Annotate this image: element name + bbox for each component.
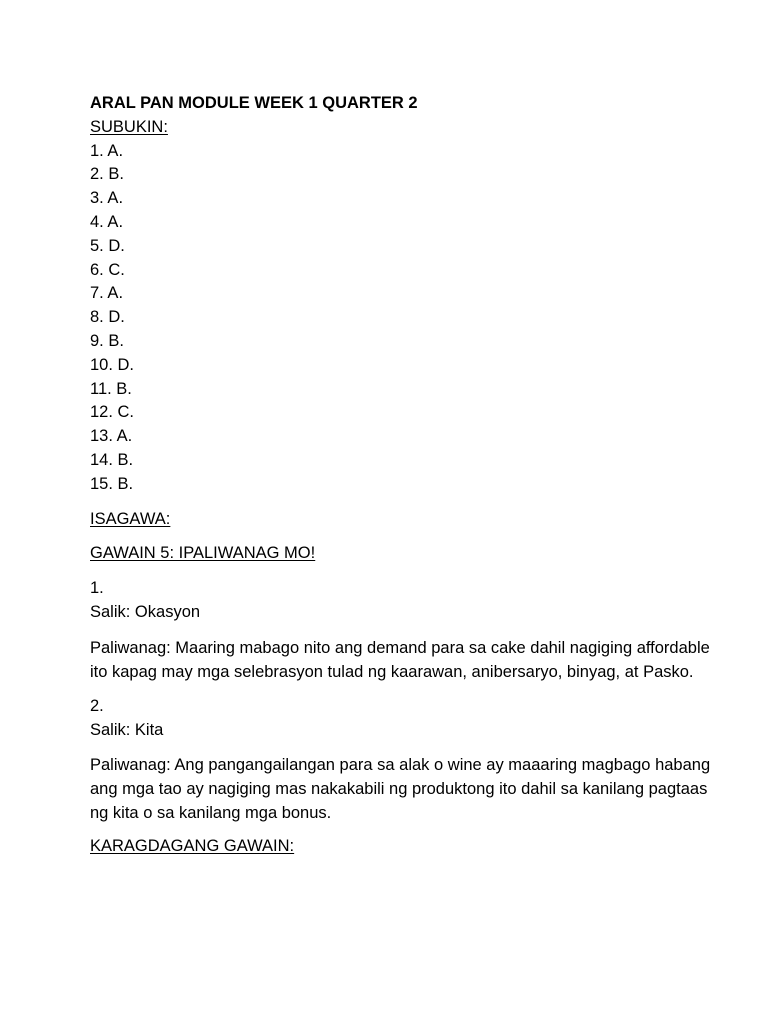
answer-item: 3. A. [90, 189, 124, 208]
gawain-heading: GAWAIN 5: IPALIWANAG MO! [90, 544, 316, 563]
gawain-item-2 [90, 695, 730, 826]
document-title: ARAL PAN MODULE WEEK 1 QUARTER 2 [90, 94, 418, 112]
answer-item: 11. B. [90, 379, 132, 398]
item-number: 2. [90, 696, 104, 715]
salik-label: Salik: Kita [90, 720, 164, 739]
answer-item: 1. A. [90, 141, 124, 160]
karagdagang-heading: KARAGDAGANG GAWAIN: [90, 837, 295, 856]
answer-item: 5. D. [90, 236, 125, 255]
answer-list [90, 140, 730, 497]
answer-item: 10. D. [90, 355, 135, 374]
gawain-item-1 [90, 577, 730, 684]
paliwanag-text: Paliwanag: Ang pangangailangan para sa alak o wine ay maaaring magbago habang ang mga tao ay nagiging mas nakakabili ng produktong ito dahil sa kanilang pagtaas ng kita o sa kanilang mga bonus. [90, 756, 711, 823]
paliwanag-text: Paliwanag: Maaring mabago nito ang demand para sa cake dahil nagiging affordable ito kapag may mga selebrasyon tulad ng kaarawan, anibersaryo, binyag, at Pasko. [90, 638, 710, 681]
answer-item: 13. A. [90, 427, 133, 446]
answer-item: 7. A. [90, 284, 124, 303]
answer-item: 2. B. [90, 165, 124, 184]
answer-item: 8. D. [90, 308, 125, 327]
answer-item: 12. C. [90, 403, 135, 422]
answer-item: 15. B. [90, 474, 134, 493]
subukin-heading: SUBUKIN: [90, 117, 168, 136]
answer-item: 14. B. [90, 450, 134, 469]
answer-item: 9. B. [90, 331, 124, 350]
document-page [90, 92, 730, 859]
salik-label: Salik: Okasyon [90, 602, 201, 621]
answer-item: 6. C. [90, 260, 125, 279]
item-number: 1. [90, 579, 104, 598]
answer-item: 4. A. [90, 212, 124, 231]
isagawa-heading: ISAGAWA: [90, 509, 171, 528]
